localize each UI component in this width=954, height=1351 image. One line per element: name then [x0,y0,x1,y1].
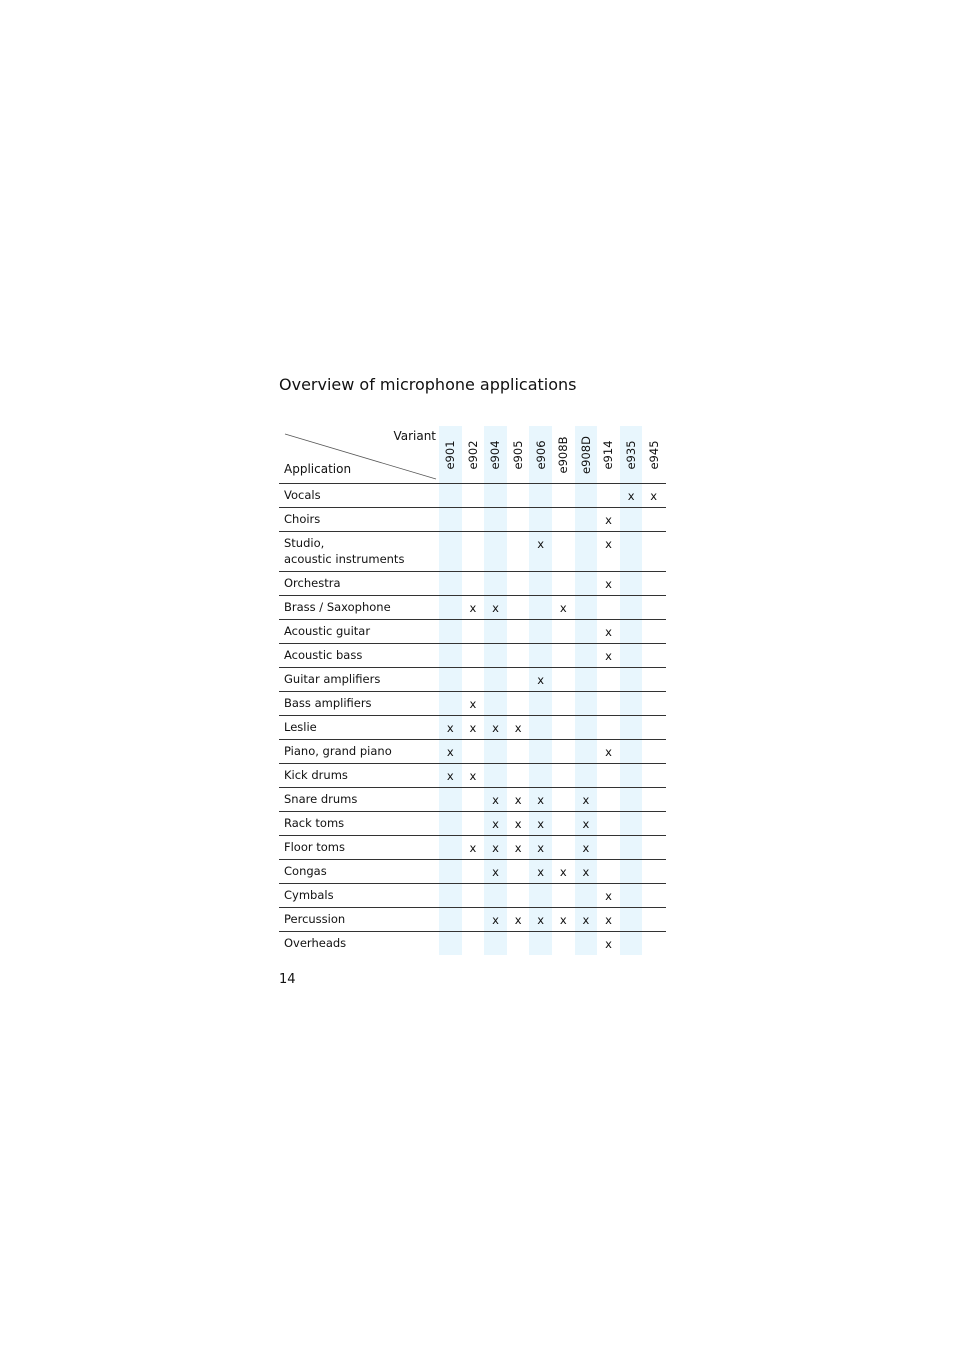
application-mark: x [514,793,522,807]
application-mark: x [492,913,499,927]
table-row [279,483,666,507]
table-row [279,811,666,835]
variant-header-text: e945 [646,440,661,470]
row-label: Guitar amplifiers [284,672,381,686]
row-label: Piano, grand piano [284,744,392,758]
application-mark: x [605,577,612,591]
application-mark: x [605,913,612,927]
application-mark: x [492,817,499,831]
row-label: Leslie [284,720,317,734]
row-label: Kick drums [284,768,348,782]
application-mark: x [605,649,612,663]
row-label: Snare drums [284,792,358,806]
variant-header-text: e906 [533,440,548,470]
table-row [279,619,666,643]
application-mark: x [605,513,612,527]
table-row [279,715,666,739]
application-mark: x [492,721,499,735]
application-mark: x [537,793,545,807]
variant-header-e908b [552,426,575,483]
table-row [279,859,666,883]
application-mark: x [605,625,612,639]
application-mark: x [582,841,590,855]
table-row [279,595,666,619]
application-mark: x [446,721,454,735]
variant-header-e904 [484,426,507,483]
row-label: Rack toms [284,816,345,830]
application-mark: x [650,489,658,503]
table-row [279,667,666,691]
table-row [279,931,666,955]
application-mark: x [627,489,635,503]
application-mark: x [469,601,477,615]
variant-header-text: e908B [556,436,571,474]
application-mark: x [514,913,522,927]
application-mark: x [537,817,545,831]
application-mark: x [514,721,522,735]
variant-header-e902 [462,426,485,483]
variant-header-text: e902 [465,440,480,470]
application-mark: x [514,841,522,855]
row-label: Overheads [284,936,347,950]
application-mark: x [582,817,590,831]
row-label: Percussion [284,912,346,926]
row-label: Vocals [284,488,321,502]
variant-header-text: e914 [601,440,616,470]
table-row [279,787,666,811]
row-label: Floor toms [284,840,346,854]
variant-header-text: e935 [624,440,639,470]
application-mark: x [582,913,590,927]
application-mark: x [492,601,499,615]
application-mark: x [446,745,454,759]
table-row [279,531,666,571]
application-mark: x [537,913,545,927]
row-label: Bass amplifiers [284,696,372,710]
row-label: Cymbals [284,888,334,902]
application-mark: x [492,793,499,807]
row-label: Studio, acoustic instruments [284,536,405,566]
row-label: Acoustic bass [284,648,363,662]
application-mark: x [492,841,499,855]
application-mark: x [559,865,567,879]
application-matrix [279,426,666,955]
application-mark: x [514,817,522,831]
row-label: Acoustic guitar [284,624,371,638]
table-row [279,507,666,531]
application-mark: x [492,865,499,879]
row-label: Brass / Saxophone [284,600,391,614]
application-mark: x [559,601,567,615]
application-label: Application [284,462,352,476]
row-label: Choirs [284,512,321,526]
variant-header-e906 [529,426,552,483]
application-mark: x [469,697,477,711]
variant-header-e914 [597,426,620,483]
variant-label: Variant [393,429,436,443]
variant-header-text: e904 [488,440,503,470]
application-mark: x [582,865,590,879]
variant-header-text: e908D [578,436,593,474]
application-mark: x [469,841,477,855]
application-mark: x [605,745,612,759]
row-label: Congas [284,864,327,878]
application-mark: x [537,841,545,855]
page-number: 14 [279,972,296,987]
table-row [279,763,666,787]
application-mark: x [582,793,590,807]
application-mark: x [469,721,477,735]
variant-header-e935 [620,426,643,483]
application-mark: x [605,937,612,951]
page-title: Overview of microphone applications [279,375,577,394]
table-row [279,883,666,907]
application-mark: x [537,537,545,551]
variant-header-e908d [575,426,598,483]
table-corner-header [279,426,438,483]
application-mark: x [605,889,612,903]
application-mark: x [605,537,612,551]
variant-header-e901 [439,426,462,483]
application-mark: x [537,865,545,879]
table-row [279,907,666,931]
variant-header-text: e901 [443,440,458,470]
table-row [279,739,666,763]
variant-header-text: e905 [511,440,526,470]
application-mark: x [446,769,454,783]
application-mark: x [559,913,567,927]
table-row [279,691,666,715]
table-row [279,643,666,667]
variant-header-e945 [642,426,665,483]
table-row [279,835,666,859]
variant-header-e905 [507,426,530,483]
row-label: Orchestra [284,576,341,590]
table-row [279,571,666,595]
application-mark: x [469,769,477,783]
application-mark: x [537,673,545,687]
